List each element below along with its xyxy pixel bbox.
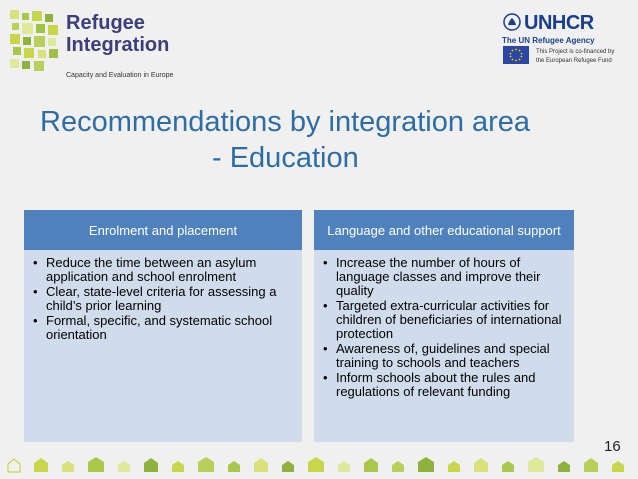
list-item: • Reduce the time between an asylum application and school enrolment: [33, 256, 293, 284]
list-item: • Inform schools about the rules and regulations of relevant funding: [323, 371, 565, 399]
logo-tagline: Capacity and Evaluation in Europe: [66, 72, 174, 79]
column-header-label: Enrolment and placement: [88, 222, 238, 238]
bullet-list: [33, 256, 293, 342]
bullet-list: [323, 256, 565, 399]
slide-subtitle: - Education: [212, 142, 359, 174]
list-item: • Awareness of, guidelines and special training to schools and teachers: [323, 342, 565, 370]
list-item: • Clear, state-level criteria for assessing a child’s prior learning: [33, 285, 293, 313]
funding-note-line1: This Project is co-financed by: [536, 49, 615, 55]
list-item: • Targeted extra-curricular activities for children of beneficiaries of international protection: [323, 299, 565, 341]
eu-flag-icon: [503, 46, 529, 64]
refugee-integration-logo-icon: [10, 10, 60, 72]
funding-note-line2: the European Refugee Fund: [536, 58, 612, 64]
list-item: • Increase the number of hours of language classes and improve their quality: [323, 256, 565, 298]
footer-houses-decoration: [0, 448, 638, 478]
unhcr-name: UNHCR: [524, 12, 594, 34]
column-header-label: Language and other educational support: [327, 222, 561, 238]
list-item: • Formal, specific, and systematic school orientation: [33, 314, 293, 342]
column-header-enrolment: [24, 210, 302, 250]
page-number: 16: [604, 438, 621, 455]
funding-note: [536, 48, 614, 66]
column-header-language: [314, 210, 574, 250]
logo-line2: Integration: [66, 34, 170, 56]
column-body-enrolment: [24, 250, 302, 442]
column-body-language: [314, 250, 574, 442]
logo-line1: Refugee: [66, 12, 145, 34]
slide-title: Recommendations by integration area: [40, 106, 531, 138]
unhcr-emblem-icon: [502, 12, 522, 32]
unhcr-subtitle: The UN Refugee Agency: [502, 36, 595, 45]
logo-wordmark: [66, 12, 169, 56]
